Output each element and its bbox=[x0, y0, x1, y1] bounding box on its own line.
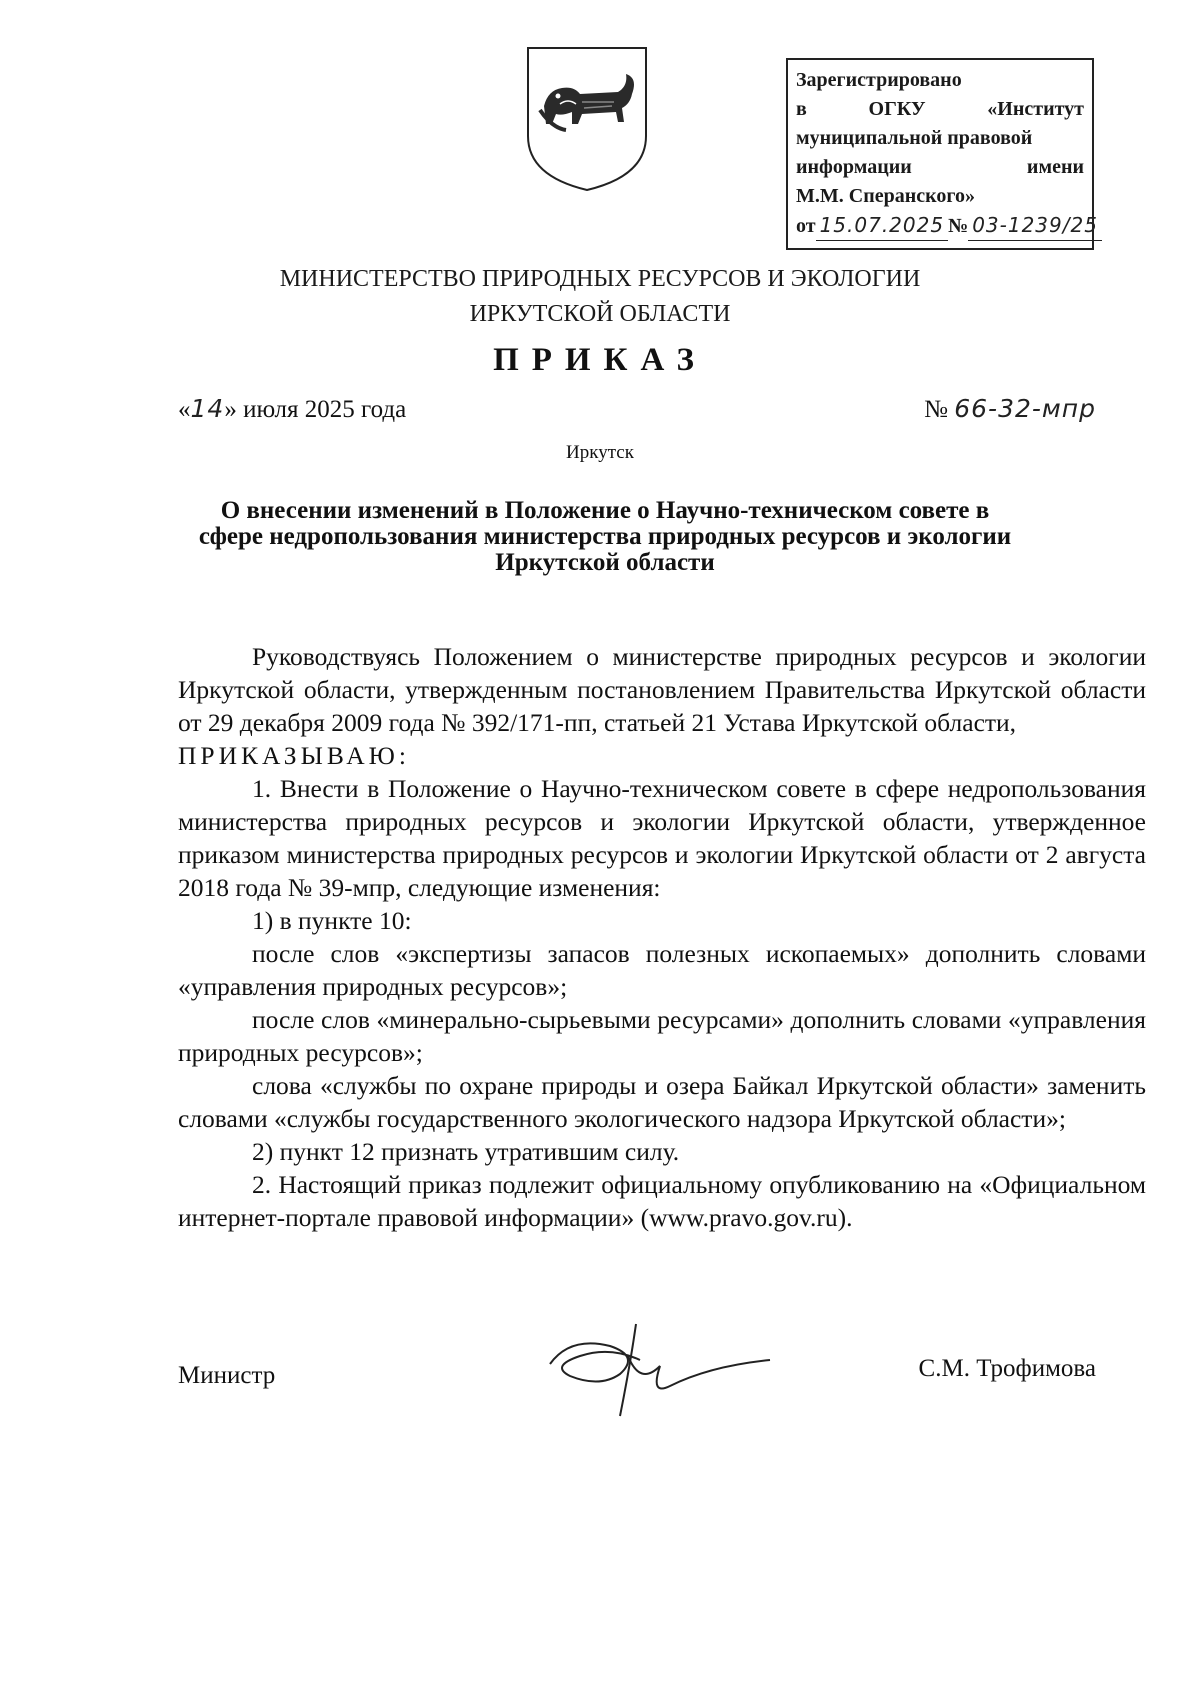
stamp-line-speransky: М.М. Сперанского» bbox=[796, 185, 975, 207]
ministry-name: МИНИСТЕРСТВО ПРИРОДНЫХ РЕСУРСОВ И ЭКОЛОГИИ ИРКУТСКОЙ ОБЛАСТИ bbox=[279, 266, 921, 327]
order-subject: О внесении изменений в Положение о Научно-техническом совете в сфере недропользования министерства природных ресурсов и экологии Иркутской области bbox=[198, 497, 1012, 576]
stamp-line-information: информации имени bbox=[796, 156, 1084, 178]
order-number: № 66-32-мпр bbox=[924, 394, 1096, 423]
stamp-date: 15.07.2025 bbox=[816, 211, 949, 241]
stamp-line-institute: в ОГКУ «Институт bbox=[796, 98, 1084, 120]
stamp-line-municipal: муниципальной правовой bbox=[796, 127, 1033, 149]
document-type-title: ПРИКАЗ bbox=[493, 342, 707, 378]
clause-1: 1. Внести в Положение о Научно-техническом совете в сфере недропользования министерства природных ресурсов и экологии Иркутской области, утвержденное приказом министерства природных ресурсов и экологии Иркутской области от 2 августа 2018 года № 39-мпр, следующие изменения: bbox=[178, 774, 1146, 902]
order-date: «14» июля 2025 года bbox=[178, 394, 407, 423]
coat-of-arms-icon bbox=[522, 44, 652, 194]
amendment-1: после слов «экспертизы запасов полезных ископаемых» дополнить словами «управления природных ресурсов»; bbox=[178, 939, 1146, 1001]
clause-2: 2. Настоящий приказ подлежит официальному опубликованию на «Официальном интернет-портале правовой информации» (www.pravo.gov.ru). bbox=[178, 1170, 1146, 1232]
stamp-number: 03-1239/25 bbox=[968, 211, 1102, 241]
order-day: 14 bbox=[190, 394, 225, 423]
amendment-3: слова «службы по охране природы и озера Байкал Иркутской области» заменить словами «службы государственного экологического надзора Иркутской области»; bbox=[178, 1071, 1146, 1133]
amendment-2: после слов «минерально-сырьевыми ресурсами» дополнить словами «управления природных ресурсов»; bbox=[178, 1005, 1146, 1067]
sub-clause-2: 2) пункт 12 признать утратившим силу. bbox=[252, 1137, 680, 1166]
handwritten-signature bbox=[540, 1316, 780, 1426]
stamp-line-registered: Зарегистрировано bbox=[796, 69, 962, 91]
order-body bbox=[178, 640, 1146, 1234]
registration-stamp bbox=[786, 58, 1098, 250]
signatory-name: С.М. Трофимова bbox=[918, 1355, 1096, 1382]
order-directive: ПРИКАЗЫВАЮ: bbox=[178, 741, 410, 770]
order-number-value: 66-32-мпр bbox=[954, 394, 1096, 423]
signatory-title: Министр bbox=[178, 1362, 276, 1389]
preamble-paragraph: Руководствуясь Положением о министерстве природных ресурсов и экологии Иркутской области, утвержденным постановлением Правительства Иркутской области от 29 декабря 2009 года № 392/171-пп, статьей 21 Устава Иркутской области, bbox=[178, 642, 1146, 737]
stamp-line-date-number: от 15.07.2025 № 03-1239/25 bbox=[796, 211, 1084, 241]
city: Иркутск bbox=[566, 442, 634, 463]
sub-clause-1: 1) в пункте 10: bbox=[252, 906, 412, 935]
